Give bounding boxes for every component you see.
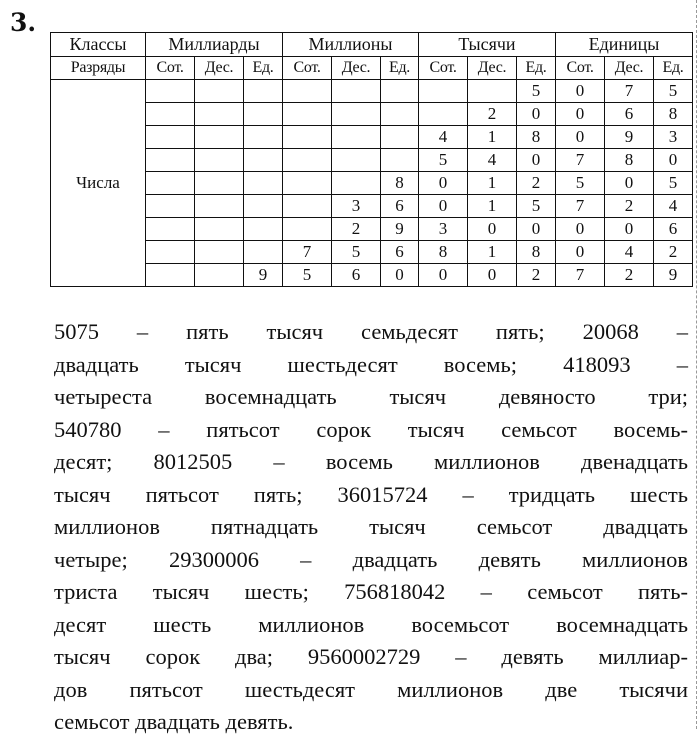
digit-cell (419, 80, 468, 103)
digit-cell (146, 241, 195, 264)
rank-header: Ед. (517, 57, 556, 80)
digit-cell: 0 (419, 172, 468, 195)
table-row (51, 80, 693, 103)
digit-cell (195, 218, 244, 241)
paragraph-line: десят шесть миллионов восемьсот восемнадцать (54, 611, 688, 637)
digit-cell: 0 (517, 149, 556, 172)
digit-cell: 3 (332, 195, 381, 218)
digit-cell: 9 (381, 218, 419, 241)
table-row (51, 172, 693, 195)
digit-cell: 0 (556, 126, 605, 149)
digit-cell (195, 126, 244, 149)
paragraph-line: 540780 – пятьсот сорок тысяч семьсот восемь- (54, 416, 688, 442)
digit-cell (244, 241, 283, 264)
rank-header: Сот. (283, 57, 332, 80)
digit-cell: 1 (468, 172, 517, 195)
digit-cell: 5 (332, 241, 381, 264)
table-row (51, 149, 693, 172)
class-units: Единицы (556, 33, 693, 57)
digit-cell (195, 149, 244, 172)
digit-cell (146, 195, 195, 218)
class-millions: Миллионы (283, 33, 419, 57)
digit-cell: 4 (419, 126, 468, 149)
digit-cell (332, 80, 381, 103)
digit-cell: 0 (517, 103, 556, 126)
rank-header: Сот. (419, 57, 468, 80)
digit-cell (381, 103, 419, 126)
table-row (51, 264, 693, 287)
digit-cell: 8 (654, 103, 693, 126)
digit-cell (146, 149, 195, 172)
digit-cell: 6 (381, 241, 419, 264)
digit-cell (332, 103, 381, 126)
digit-cell (146, 218, 195, 241)
digit-cell: 0 (468, 218, 517, 241)
paragraph-line: тысяч пятьсот пять; 36015724 – тридцать шесть (54, 481, 688, 507)
digit-cell: 6 (605, 103, 654, 126)
paragraph-line: четыреста восемнадцать тысяч девяносто три; (54, 384, 688, 409)
digit-cell: 9 (605, 126, 654, 149)
digit-cell (195, 264, 244, 287)
digit-cell: 2 (517, 172, 556, 195)
digit-cell: 7 (556, 264, 605, 287)
classes-header-label: Классы (51, 33, 146, 57)
digit-cell: 2 (468, 103, 517, 126)
digit-cell: 4 (468, 149, 517, 172)
table-row (51, 241, 693, 264)
digit-cell: 0 (605, 218, 654, 241)
digit-cell (283, 103, 332, 126)
digit-cell: 8 (605, 149, 654, 172)
digit-cell (244, 195, 283, 218)
digit-cell: 5 (654, 172, 693, 195)
digit-cell (283, 149, 332, 172)
digit-cell (419, 103, 468, 126)
digit-cell: 0 (556, 103, 605, 126)
digit-cell: 0 (517, 218, 556, 241)
table-row (51, 218, 693, 241)
digit-cell (332, 149, 381, 172)
digit-cell (381, 80, 419, 103)
digit-cell: 2 (517, 264, 556, 287)
paragraph-line: десят; 8012505 – восемь миллионов двенадцать (54, 449, 688, 474)
task-number: 3. (10, 8, 37, 37)
ranks-header-row (51, 57, 693, 80)
digit-cell (283, 195, 332, 218)
digit-cell (146, 264, 195, 287)
digit-cell: 5 (517, 195, 556, 218)
rank-header: Дес. (195, 57, 244, 80)
class-thousands: Тысячи (419, 33, 556, 57)
digit-cell (146, 103, 195, 126)
digit-cell: 8 (517, 126, 556, 149)
digit-cell: 0 (556, 218, 605, 241)
table-row (51, 195, 693, 218)
digit-cell: 5 (556, 172, 605, 195)
digit-cell: 0 (419, 264, 468, 287)
table-row (51, 126, 693, 149)
digit-cell: 0 (556, 241, 605, 264)
digit-cell (146, 172, 195, 195)
digit-cell (468, 80, 517, 103)
digit-cell: 6 (381, 195, 419, 218)
digit-cell (195, 172, 244, 195)
digit-cell: 9 (654, 264, 693, 287)
digit-cell: 8 (419, 241, 468, 264)
digit-cell (381, 149, 419, 172)
place-value-table (50, 32, 693, 287)
digit-cell (332, 172, 381, 195)
digit-cell (244, 126, 283, 149)
paragraph-line: триста тысяч шесть; 756818042 – семьсот пять- (54, 579, 688, 604)
digit-cell (244, 80, 283, 103)
class-billions: Миллиарды (146, 33, 283, 57)
rank-header: Ед. (381, 57, 419, 80)
rank-header: Дес. (332, 57, 381, 80)
digit-cell: 0 (605, 172, 654, 195)
digit-cell (283, 80, 332, 103)
digit-cell (244, 149, 283, 172)
digit-cell: 1 (468, 241, 517, 264)
digit-cell (381, 126, 419, 149)
digit-cell: 3 (419, 218, 468, 241)
digit-cell: 7 (605, 80, 654, 103)
digit-cell (244, 103, 283, 126)
paragraph-line: семьсот двадцать девять. (54, 709, 294, 734)
digit-cell: 0 (419, 195, 468, 218)
rank-header: Ед. (654, 57, 693, 80)
digit-cell: 5 (419, 149, 468, 172)
paragraph-line: двадцать тысяч шестьдесят восемь; 418093 – (54, 351, 688, 377)
digit-cell: 2 (605, 195, 654, 218)
ranks-header-label: Разряды (51, 57, 146, 80)
digit-cell (146, 80, 195, 103)
digit-cell: 0 (381, 264, 419, 287)
digit-cell (195, 80, 244, 103)
digit-cell: 1 (468, 126, 517, 149)
digit-cell: 4 (654, 195, 693, 218)
digit-cell: 0 (654, 149, 693, 172)
digit-cell: 2 (332, 218, 381, 241)
page-edge (694, 0, 697, 729)
digit-cell: 7 (556, 195, 605, 218)
classes-header-row (51, 33, 693, 57)
digit-cell: 1 (468, 195, 517, 218)
answer-paragraph (54, 316, 688, 739)
digit-cell: 8 (517, 241, 556, 264)
digit-cell: 5 (517, 80, 556, 103)
paragraph-line: тысяч сорок два; 9560002729 – девять миллиар- (54, 644, 688, 669)
digit-cell: 5 (654, 80, 693, 103)
paragraph-line: миллионов пятнадцать тысяч семьсот двадцать (54, 514, 688, 539)
digit-cell (244, 218, 283, 241)
digit-cell: 3 (654, 126, 693, 149)
digit-cell: 2 (654, 241, 693, 264)
row-label-numbers: Числа (51, 80, 146, 287)
digit-cell: 5 (283, 264, 332, 287)
digit-cell (195, 103, 244, 126)
table-row (51, 103, 693, 126)
digit-cell: 4 (605, 241, 654, 264)
rank-header: Сот. (556, 57, 605, 80)
digit-cell: 8 (381, 172, 419, 195)
digit-cell (332, 126, 381, 149)
digit-cell: 2 (605, 264, 654, 287)
rank-header: Дес. (605, 57, 654, 80)
rank-header: Сот. (146, 57, 195, 80)
digit-cell: 9 (244, 264, 283, 287)
digit-cell (283, 172, 332, 195)
digit-cell (146, 126, 195, 149)
paragraph-line: дов пятьсот шестьдесят миллионов две тысячи (54, 676, 688, 702)
digit-cell (195, 195, 244, 218)
paragraph-line: 5075 – пять тысяч семьдесят пять; 20068 – (54, 319, 688, 344)
rank-header: Дес. (468, 57, 517, 80)
digit-cell (195, 241, 244, 264)
digit-cell (283, 218, 332, 241)
digit-cell: 7 (556, 149, 605, 172)
digit-cell: 0 (468, 264, 517, 287)
digit-cell (283, 126, 332, 149)
digit-cell: 6 (332, 264, 381, 287)
paragraph-line: четыре; 29300006 – двадцать девять миллионов (54, 546, 688, 572)
digit-cell (244, 172, 283, 195)
digit-cell: 6 (654, 218, 693, 241)
digit-cell: 7 (283, 241, 332, 264)
rank-header: Ед. (244, 57, 283, 80)
digit-cell: 0 (556, 80, 605, 103)
